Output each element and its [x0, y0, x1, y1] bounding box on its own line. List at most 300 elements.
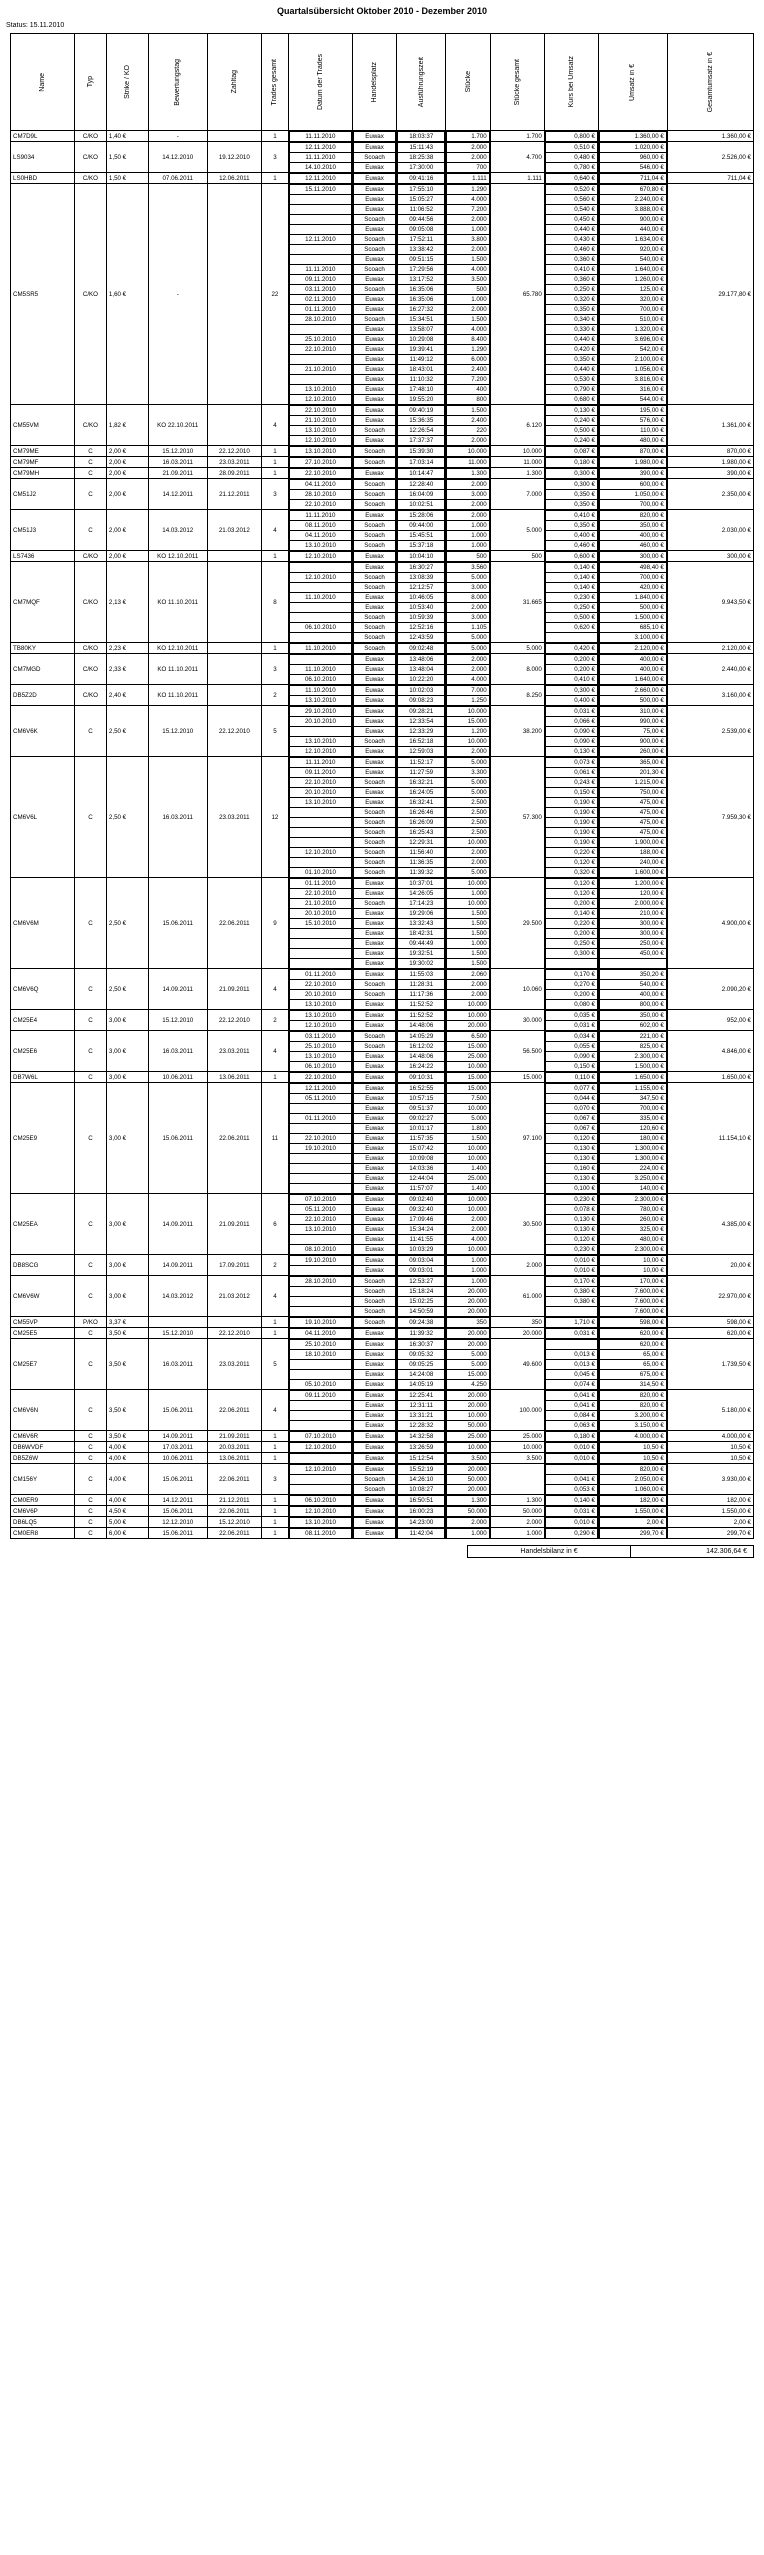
cell-handelsplatz [352, 1517, 396, 1528]
cell-ausfuehrungszeit-cell: 13:32:43 [398, 919, 445, 929]
cell-stuecke-gesamt: 7.000 [490, 479, 544, 510]
table-row [11, 685, 754, 706]
cell-trades-gesamt: 8 [261, 562, 288, 643]
cell-handelsplatz-cell: Euwax [353, 132, 395, 142]
cell-stuecke-cell: 2.000 [447, 655, 489, 665]
col-kurs-bei-umsatz: Kurs bei Umsatz [544, 34, 598, 131]
cell-stuecke-gesamt: 10.000 [490, 1442, 544, 1453]
cell-stuecke-gesamt: 11.000 [490, 457, 544, 468]
page-title: Quartalsübersicht Oktober 2010 - Dezember 2010 [276, 6, 488, 16]
cell-umsatz-cell: 540,00 € [599, 980, 666, 990]
cell-ausfuehrungszeit [397, 446, 446, 457]
cell-bewertungstag: 10.06.2011 [148, 1072, 207, 1083]
cell-ausfuehrungszeit [397, 1390, 446, 1431]
cell-kurs-bei-umsatz-cell: 0,530 € [545, 375, 597, 385]
cell-handelsplatz-cell: Euwax [353, 1134, 395, 1144]
cell-stuecke [446, 1083, 490, 1194]
cell-umsatz-cell: 546,00 € [599, 163, 666, 173]
cell-ausfuehrungszeit [397, 131, 446, 142]
cell-typ: C [74, 1276, 106, 1317]
cell-typ: C [74, 446, 106, 457]
cell-handelsplatz-cell: Scoach [353, 818, 395, 828]
cell-umsatz-cell: 820,00 € [599, 1391, 666, 1401]
cell-handelsplatz-cell: Euwax [353, 1454, 395, 1464]
cell-stuecke-cell: 10.000 [447, 879, 489, 889]
cell-ausfuehrungszeit-cell: 09:05:25 [398, 1360, 445, 1370]
cell-strike: 4,00 € [106, 1495, 148, 1506]
cell-umsatz-cell: 1.640,00 € [599, 675, 666, 685]
cell-umsatz-cell: 110,00 € [599, 426, 666, 436]
cell-datum-der-trades [288, 184, 352, 405]
cell-datum-der-trades-cell: 11.10.2010 [289, 644, 351, 654]
cell-ausfuehrungszeit-cell: 09:03:01 [398, 1266, 445, 1276]
table-row [11, 1390, 754, 1431]
cell-trades-gesamt: 4 [261, 969, 288, 1010]
cell-handelsplatz-cell: Euwax [353, 1225, 395, 1235]
cell-name: CM79MH [11, 468, 75, 479]
cell-ausfuehrungszeit [397, 142, 446, 173]
cell-handelsplatz [352, 706, 396, 757]
cell-kurs-bei-umsatz-cell: 0,360 € [545, 275, 597, 285]
cell-datum-der-trades [288, 1442, 352, 1453]
cell-handelsplatz [352, 1328, 396, 1339]
cell-handelsplatz-cell: Scoach [353, 848, 395, 858]
cell-umsatz-cell: 920,00 € [599, 245, 666, 255]
cell-ausfuehrungszeit-cell: 11:41:55 [398, 1235, 445, 1245]
table-body [11, 131, 754, 1539]
cell-handelsplatz-cell: Euwax [353, 355, 395, 365]
cell-handelsplatz-cell: Euwax [353, 1084, 395, 1094]
cell-kurs-bei-umsatz [544, 184, 598, 405]
cell-umsatz [598, 551, 667, 562]
cell-handelsplatz [352, 1194, 396, 1255]
cell-trades-gesamt: 11 [261, 1083, 288, 1194]
cell-typ: C/KO [74, 142, 106, 173]
cell-bewertungstag: 15.06.2011 [148, 1528, 207, 1539]
cell-umsatz-cell: 3.100,00 € [599, 633, 666, 643]
cell-stuecke-cell: 10.000 [447, 838, 489, 848]
cell-umsatz-cell: 1.320,00 € [599, 325, 666, 335]
cell-umsatz-cell: 2.050,00 € [599, 1475, 666, 1485]
cell-kurs-bei-umsatz-cell: 0,130 € [545, 747, 597, 757]
cell-kurs-bei-umsatz-cell: 0,120 € [545, 879, 597, 889]
cell-handelsplatz-cell: Scoach [353, 500, 395, 510]
cell-ausfuehrungszeit-cell: 13:38:42 [398, 245, 445, 255]
cell-handelsplatz [352, 969, 396, 1010]
cell-handelsplatz-cell: Euwax [353, 1052, 395, 1062]
cell-strike: 2,50 € [106, 757, 148, 878]
cell-handelsplatz [352, 405, 396, 446]
cell-handelsplatz-cell: Euwax [353, 1350, 395, 1360]
cell-name: CM7D9L [11, 131, 75, 142]
cell-umsatz-cell: 1.300,00 € [599, 1154, 666, 1164]
table-row [11, 1010, 754, 1031]
cell-kurs-bei-umsatz-cell [545, 633, 597, 643]
cell-handelsplatz-cell: Scoach [353, 828, 395, 838]
cell-ausfuehrungszeit-cell: 14:24:08 [398, 1370, 445, 1380]
cell-umsatz-cell: 1.600,00 € [599, 868, 666, 878]
cell-handelsplatz-cell: Euwax [353, 747, 395, 757]
cell-ausfuehrungszeit [397, 1528, 446, 1539]
cell-umsatz-cell: 316,00 € [599, 385, 666, 395]
cell-bewertungstag: 15.12.2010 [148, 1010, 207, 1031]
cell-ausfuehrungszeit-cell: 17:30:00 [398, 163, 445, 173]
cell-ausfuehrungszeit-cell: 10:46:05 [398, 593, 445, 603]
cell-stuecke-gesamt: 15.000 [490, 1072, 544, 1083]
cell-umsatz-cell: 1.300,00 € [599, 1144, 666, 1154]
cell-kurs-bei-umsatz-cell: 0,400 € [545, 531, 597, 541]
table-row [11, 562, 754, 643]
cell-kurs-bei-umsatz-cell: 0,067 € [545, 1124, 597, 1134]
cell-umsatz-cell: 500,00 € [599, 696, 666, 706]
cell-strike: 3,00 € [106, 1194, 148, 1255]
cell-handelsplatz-cell: Scoach [353, 215, 395, 225]
cell-umsatz-cell: 400,00 € [599, 531, 666, 541]
cell-zahltag: 21.09.2011 [207, 1194, 261, 1255]
cell-gesamtumsatz: 9.943,50 € [667, 562, 753, 643]
cell-handelsplatz-cell: Euwax [353, 665, 395, 675]
cell-typ: C [74, 757, 106, 878]
cell-kurs-bei-umsatz-cell: 0,061 € [545, 768, 597, 778]
cell-ausfuehrungszeit-cell: 12:29:31 [398, 838, 445, 848]
cell-umsatz-cell: 65,00 € [599, 1360, 666, 1370]
cell-datum-der-trades [288, 1083, 352, 1194]
cell-umsatz-cell: 299,70 € [599, 1529, 666, 1539]
cell-datum-der-trades-cell: 13.10.2010 [289, 447, 351, 457]
cell-stuecke-gesamt: 65.780 [490, 184, 544, 405]
cell-stuecke-cell: 2.500 [447, 798, 489, 808]
cell-ausfuehrungszeit-cell: 12:43:59 [398, 633, 445, 643]
cell-ausfuehrungszeit-cell: 15:45:51 [398, 531, 445, 541]
cell-datum-der-trades-cell [289, 939, 351, 949]
cell-handelsplatz [352, 457, 396, 468]
cell-kurs-bei-umsatz-cell: 0,460 € [545, 541, 597, 551]
cell-umsatz-cell: 1.980,00 € [599, 458, 666, 468]
table-row [11, 1528, 754, 1539]
cell-kurs-bei-umsatz-cell: 0,087 € [545, 447, 597, 457]
cell-umsatz [598, 1072, 667, 1083]
cell-trades-gesamt: 4 [261, 510, 288, 551]
cell-ausfuehrungszeit-cell: 10:09:08 [398, 1154, 445, 1164]
cell-handelsplatz-cell: Scoach [353, 990, 395, 1000]
cell-datum-der-trades [288, 1255, 352, 1276]
cell-umsatz [598, 1390, 667, 1431]
cell-stuecke-gesamt: 61.000 [490, 1276, 544, 1317]
cell-kurs-bei-umsatz-cell: 0,270 € [545, 980, 597, 990]
cell-kurs-bei-umsatz-cell [545, 1307, 597, 1317]
cell-stuecke-cell: 1.000 [447, 1529, 489, 1539]
cell-zahltag: 15.12.2010 [207, 1517, 261, 1528]
cell-gesamtumsatz: 7.959,30 € [667, 757, 753, 878]
cell-handelsplatz-cell: Euwax [353, 511, 395, 521]
cell-kurs-bei-umsatz-cell: 0,230 € [545, 1245, 597, 1255]
cell-gesamtumsatz: 11.154,10 € [667, 1083, 753, 1194]
cell-handelsplatz-cell: Euwax [353, 1329, 395, 1339]
cell-ausfuehrungszeit-cell: 11:55:03 [398, 970, 445, 980]
cell-handelsplatz-cell: Euwax [353, 1073, 395, 1083]
cell-stuecke-cell: 25.000 [447, 1174, 489, 1184]
cell-datum-der-trades-cell: 03.11.2010 [289, 285, 351, 295]
cell-kurs-bei-umsatz-cell [545, 1340, 597, 1350]
cell-umsatz-cell: 700,00 € [599, 1104, 666, 1114]
cell-datum-der-trades-cell [289, 1360, 351, 1370]
cell-umsatz [598, 131, 667, 142]
cell-umsatz-cell: 240,00 € [599, 858, 666, 868]
cell-handelsplatz-cell: Scoach [353, 980, 395, 990]
cell-handelsplatz-cell: Euwax [353, 174, 395, 184]
cell-bewertungstag: 07.06.2011 [148, 173, 207, 184]
table-row [11, 1495, 754, 1506]
cell-kurs-bei-umsatz-cell: 0,130 € [545, 1215, 597, 1225]
cell-datum-der-trades-cell: 13.10.2010 [289, 1052, 351, 1062]
cell-stuecke-cell: 1.105 [447, 623, 489, 633]
cell-datum-der-trades-cell: 13.10.2010 [289, 541, 351, 551]
cell-ausfuehrungszeit-cell: 10:04:10 [398, 552, 445, 562]
cell-umsatz-cell: 870,00 € [599, 447, 666, 457]
cell-kurs-bei-umsatz-cell: 0,540 € [545, 205, 597, 215]
cell-stuecke-cell: 50.000 [447, 1507, 489, 1517]
cell-kurs-bei-umsatz [544, 1453, 598, 1464]
cell-stuecke-gesamt: 50.000 [490, 1506, 544, 1517]
cell-stuecke-cell: 2.000 [447, 511, 489, 521]
cell-handelsplatz [352, 757, 396, 878]
cell-datum-der-trades-cell: 08.11.2010 [289, 521, 351, 531]
cell-umsatz-cell: 750,00 € [599, 788, 666, 798]
cell-handelsplatz-cell: Scoach [353, 490, 395, 500]
col-typ: Typ [74, 34, 106, 131]
cell-gesamtumsatz: 2.440,00 € [667, 654, 753, 685]
cell-kurs-bei-umsatz-cell: 0,350 € [545, 305, 597, 315]
cell-kurs-bei-umsatz-cell: 0,010 € [545, 1443, 597, 1453]
cell-datum-der-trades-cell [289, 1475, 351, 1485]
cell-kurs-bei-umsatz-cell: 0,053 € [545, 1485, 597, 1495]
cell-datum-der-trades-cell: 13.10.2010 [289, 426, 351, 436]
cell-stuecke-cell: 2.060 [447, 970, 489, 980]
cell-zahltag: 23.03.2011 [207, 457, 261, 468]
cell-ausfuehrungszeit-cell: 12:59:03 [398, 747, 445, 757]
cell-umsatz [598, 1495, 667, 1506]
cell-bewertungstag: 15.12.2010 [148, 706, 207, 757]
cell-umsatz-cell: 310,00 € [599, 707, 666, 717]
cell-datum-der-trades-cell: 04.11.2010 [289, 1329, 351, 1339]
cell-umsatz-cell: 2.000,00 € [599, 899, 666, 909]
cell-datum-der-trades-cell: 11.10.2010 [289, 686, 351, 696]
cell-gesamtumsatz: 2,00 € [667, 1517, 753, 1528]
cell-umsatz-cell: 224,00 € [599, 1164, 666, 1174]
cell-handelsplatz-cell: Euwax [353, 717, 395, 727]
cell-umsatz-cell: 498,40 € [599, 563, 666, 573]
cell-datum-der-trades-cell: 11.11.2010 [289, 132, 351, 142]
cell-trades-gesamt: 1 [261, 131, 288, 142]
cell-datum-der-trades [288, 643, 352, 654]
cell-handelsplatz-cell: Euwax [353, 768, 395, 778]
cell-handelsplatz-cell: Euwax [353, 696, 395, 706]
cell-datum-der-trades-cell: 22.10.2010 [289, 469, 351, 479]
cell-kurs-bei-umsatz-cell: 0,350 € [545, 490, 597, 500]
cell-datum-der-trades-cell [289, 959, 351, 969]
cell-handelsplatz-cell: Euwax [353, 1496, 395, 1506]
cell-kurs-bei-umsatz-cell: 0,070 € [545, 1104, 597, 1114]
cell-datum-der-trades-cell: 21.10.2010 [289, 416, 351, 426]
cell-ausfuehrungszeit-cell: 15:11:43 [398, 143, 445, 153]
cell-ausfuehrungszeit-cell: 16:24:05 [398, 788, 445, 798]
cell-gesamtumsatz: 870,00 € [667, 446, 753, 457]
cell-name: CM25E4 [11, 1010, 75, 1031]
cell-ausfuehrungszeit-cell: 11:36:35 [398, 858, 445, 868]
cell-kurs-bei-umsatz-cell: 0,300 € [545, 480, 597, 490]
cell-datum-der-trades-cell [289, 1401, 351, 1411]
cell-stuecke [446, 1506, 490, 1517]
cell-stuecke-cell: 7.000 [447, 686, 489, 696]
cell-umsatz-cell: 600,00 € [599, 480, 666, 490]
cell-zahltag: 12.06.2011 [207, 173, 261, 184]
cell-gesamtumsatz: 10,50 € [667, 1442, 753, 1453]
cell-handelsplatz-cell: Euwax [353, 325, 395, 335]
cell-bewertungstag: 14.12.2011 [148, 1495, 207, 1506]
cell-handelsplatz [352, 1464, 396, 1495]
cell-umsatz-cell: 3.816,00 € [599, 375, 666, 385]
cell-bewertungstag: KO 12.10.2011 [148, 643, 207, 654]
cell-stuecke [446, 757, 490, 878]
cell-ausfuehrungszeit-cell: 10:53:40 [398, 603, 445, 613]
cell-kurs-bei-umsatz [544, 706, 598, 757]
cell-name: CM6V6K [11, 706, 75, 757]
cell-kurs-bei-umsatz-cell: 0,680 € [545, 395, 597, 405]
cell-trades-gesamt: 1 [261, 1506, 288, 1517]
cell-datum-der-trades-cell: 11.11.2010 [289, 511, 351, 521]
cell-name: CM25E7 [11, 1339, 75, 1390]
cell-stuecke [446, 1390, 490, 1431]
cell-strike: 1,40 € [106, 131, 148, 142]
cell-stuecke-cell: 2.000 [447, 245, 489, 255]
cell-stuecke-cell: 8.400 [447, 335, 489, 345]
cell-stuecke-cell: 1.000 [447, 1256, 489, 1266]
cell-ausfuehrungszeit-cell: 16:04:09 [398, 490, 445, 500]
cell-umsatz-cell: 510,00 € [599, 315, 666, 325]
cell-handelsplatz-cell: Euwax [353, 255, 395, 265]
cell-datum-der-trades-cell [289, 225, 351, 235]
cell-typ: C [74, 1255, 106, 1276]
cell-umsatz-cell: 2,00 € [599, 1518, 666, 1528]
cell-gesamtumsatz: 390,00 € [667, 468, 753, 479]
cell-ausfuehrungszeit [397, 457, 446, 468]
cell-trades-gesamt: 4 [261, 1276, 288, 1317]
cell-handelsplatz-cell: Euwax [353, 225, 395, 235]
cell-ausfuehrungszeit-cell: 14:03:36 [398, 1164, 445, 1174]
cell-datum-der-trades-cell [289, 205, 351, 215]
cell-trades-gesamt: 1 [261, 173, 288, 184]
cell-kurs-bei-umsatz [544, 1083, 598, 1194]
table-header [11, 34, 754, 131]
cell-datum-der-trades-cell [289, 633, 351, 643]
cell-ausfuehrungszeit-cell: 16:52:55 [398, 1084, 445, 1094]
cell-name: CM0ER9 [11, 1495, 75, 1506]
cell-handelsplatz-cell: Euwax [353, 1266, 395, 1276]
cell-gesamtumsatz: 2.090,20 € [667, 969, 753, 1010]
cell-ausfuehrungszeit-cell: 15:52:19 [398, 1465, 445, 1475]
cell-kurs-bei-umsatz-cell: 0,200 € [545, 665, 597, 675]
cell-datum-der-trades-cell [289, 613, 351, 623]
cell-kurs-bei-umsatz-cell: 0,480 € [545, 153, 597, 163]
cell-ausfuehrungszeit-cell: 16:30:27 [398, 563, 445, 573]
cell-zahltag [207, 562, 261, 643]
cell-typ: C [74, 1390, 106, 1431]
cell-kurs-bei-umsatz [544, 446, 598, 457]
table-row [11, 446, 754, 457]
cell-ausfuehrungszeit-cell: 14:05:19 [398, 1380, 445, 1390]
cell-name: CM6V6L [11, 757, 75, 878]
cell-umsatz-cell: 700,00 € [599, 305, 666, 315]
cell-handelsplatz-cell: Euwax [353, 345, 395, 355]
cell-stuecke-cell: 15.000 [447, 1370, 489, 1380]
cell-bewertungstag: 12.12.2010 [148, 1517, 207, 1528]
cell-datum-der-trades-cell: 08.10.2010 [289, 1245, 351, 1255]
cell-umsatz-cell: 820,00 € [599, 511, 666, 521]
cell-umsatz [598, 1453, 667, 1464]
cell-name: DB5Z2D [11, 685, 75, 706]
cell-ausfuehrungszeit-cell: 10:08:27 [398, 1485, 445, 1495]
cell-kurs-bei-umsatz-cell: 0,090 € [545, 1052, 597, 1062]
cell-umsatz-cell: 1.634,00 € [599, 235, 666, 245]
cell-handelsplatz-cell: Euwax [353, 1011, 395, 1021]
cell-umsatz-cell: 10,00 € [599, 1266, 666, 1276]
cell-zahltag: 21.09.2011 [207, 1431, 261, 1442]
cell-datum-der-trades-cell: 25.10.2010 [289, 1340, 351, 1350]
cell-datum-der-trades-cell [289, 808, 351, 818]
cell-ausfuehrungszeit-cell: 18:43:01 [398, 365, 445, 375]
cell-handelsplatz-cell: Euwax [353, 1205, 395, 1215]
cell-bewertungstag: KO 11.10.2011 [148, 685, 207, 706]
cell-trades-gesamt: 6 [261, 1194, 288, 1255]
cell-stuecke-cell: 20.000 [447, 1465, 489, 1475]
cell-stuecke-cell: 50.000 [447, 1421, 489, 1431]
cell-bewertungstag: 15.12.2010 [148, 1328, 207, 1339]
cell-umsatz-cell: 2.300,00 € [599, 1245, 666, 1255]
cell-kurs-bei-umsatz-cell: 0,440 € [545, 335, 597, 345]
cell-gesamtumsatz: 1.550,00 € [667, 1506, 753, 1517]
cell-umsatz-cell: 700,00 € [599, 500, 666, 510]
cell-handelsplatz-cell: Euwax [353, 879, 395, 889]
cell-stuecke-cell: 700 [447, 163, 489, 173]
cell-bewertungstag: 14.09.2011 [148, 1194, 207, 1255]
col-datum-der-trades: Datum der Trades [288, 34, 352, 131]
cell-trades-gesamt: 4 [261, 1390, 288, 1431]
cell-stuecke [446, 706, 490, 757]
cell-datum-der-trades [288, 969, 352, 1010]
cell-kurs-bei-umsatz [544, 457, 598, 468]
cell-handelsplatz-cell: Euwax [353, 1518, 395, 1528]
cell-kurs-bei-umsatz-cell: 0,013 € [545, 1350, 597, 1360]
cell-ausfuehrungszeit-cell: 09:05:32 [398, 1350, 445, 1360]
cell-handelsplatz [352, 510, 396, 551]
cell-stuecke [446, 551, 490, 562]
cell-stuecke-cell: 3.000 [447, 490, 489, 500]
cell-umsatz-cell: 500,00 € [599, 603, 666, 613]
cell-strike: 2,13 € [106, 562, 148, 643]
cell-bewertungstag: 14.09.2011 [148, 1431, 207, 1442]
cell-stuecke-cell: 1.000 [447, 939, 489, 949]
cell-ausfuehrungszeit [397, 551, 446, 562]
cell-kurs-bei-umsatz-cell: 0,360 € [545, 255, 597, 265]
cell-umsatz-cell: 2.660,00 € [599, 686, 666, 696]
cell-kurs-bei-umsatz-cell: 0,460 € [545, 245, 597, 255]
cell-typ: C [74, 1194, 106, 1255]
cell-ausfuehrungszeit-cell: 09:08:23 [398, 696, 445, 706]
cell-umsatz-cell: 1.500,00 € [599, 1062, 666, 1072]
balance-footer [10, 1545, 754, 1558]
cell-kurs-bei-umsatz-cell: 0,600 € [545, 552, 597, 562]
cell-kurs-bei-umsatz-cell: 0,130 € [545, 1174, 597, 1184]
